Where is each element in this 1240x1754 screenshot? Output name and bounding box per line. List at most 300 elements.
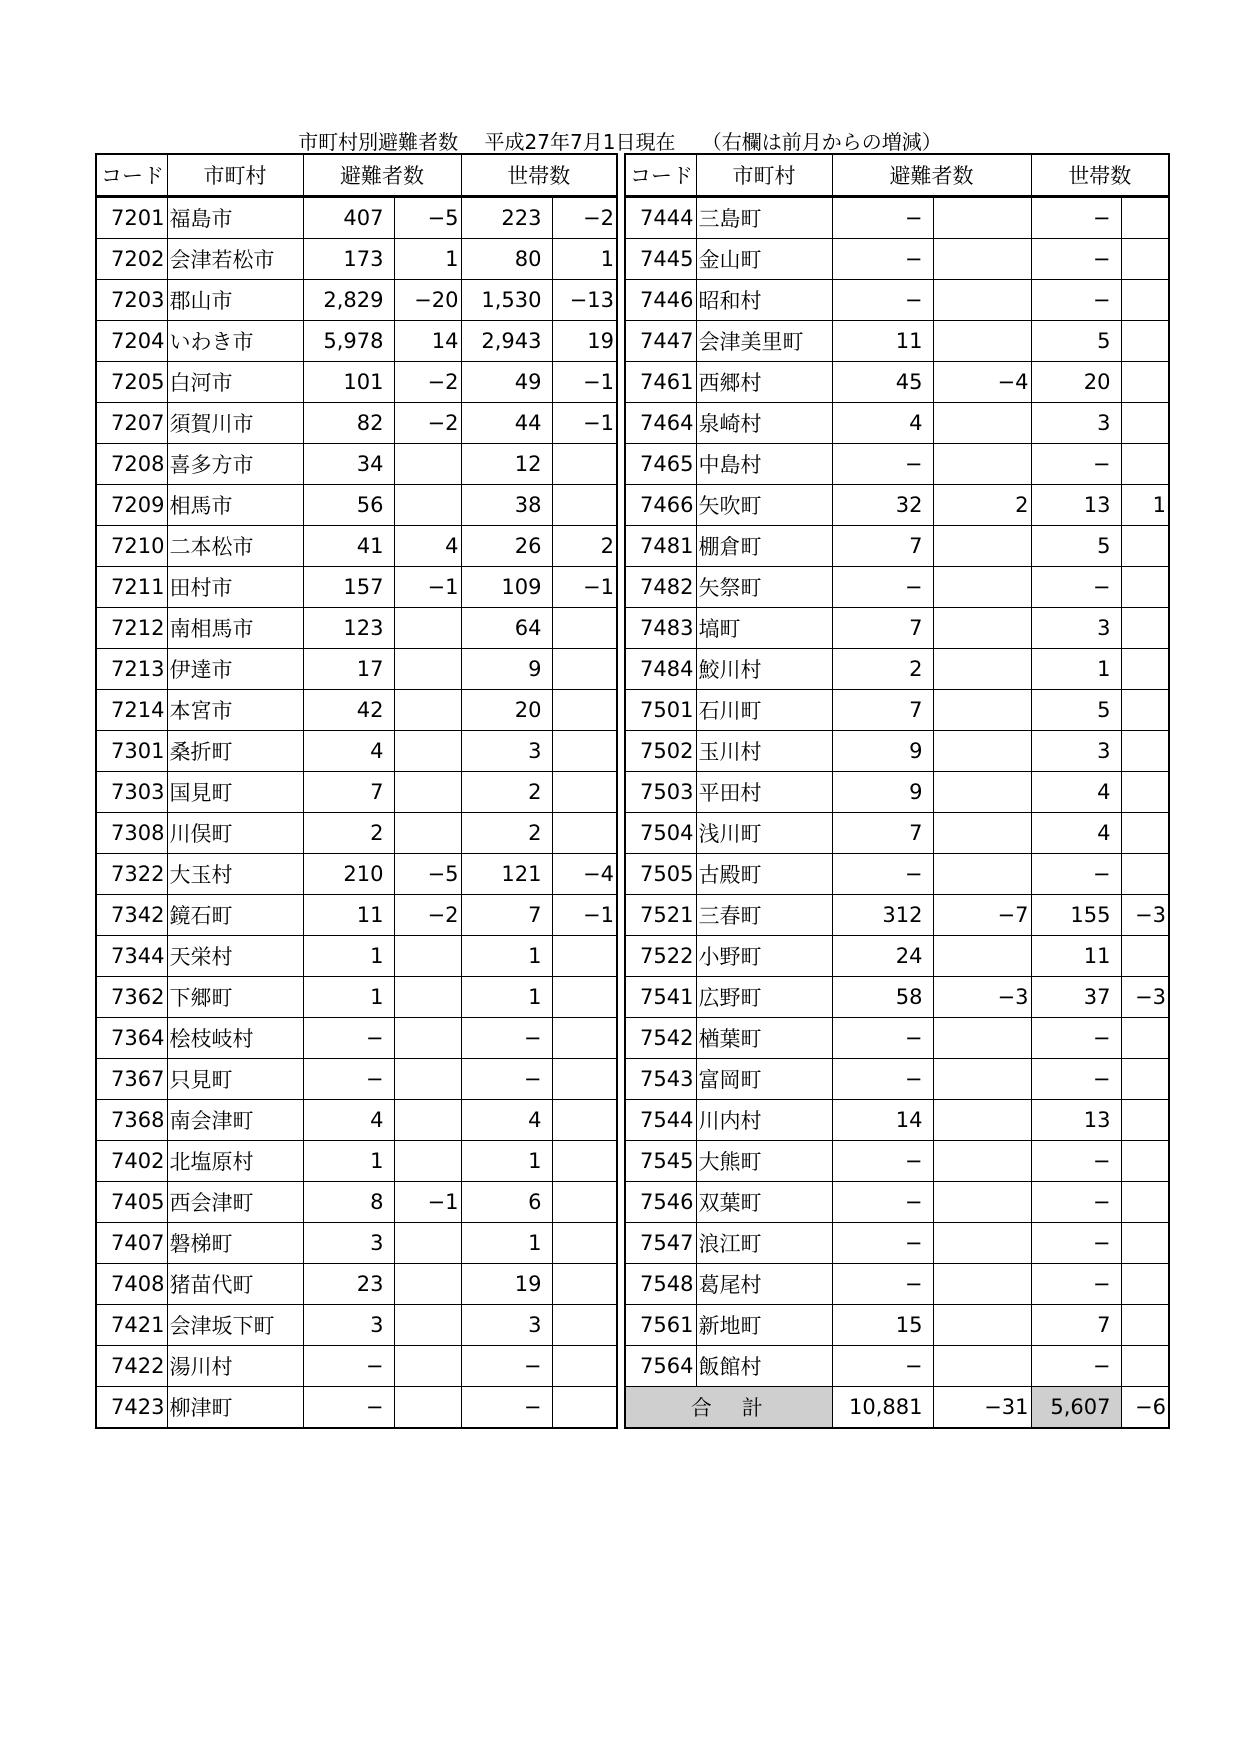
household-change [1121,690,1169,731]
evacuee-change [394,444,461,485]
household-change [1121,854,1169,895]
household-change [552,1182,617,1223]
table-row [96,403,617,444]
household-count: 13 [1031,1100,1121,1141]
municipality-name: 矢吹町 [696,485,832,526]
household-change: −3 [1121,977,1169,1018]
municipality-code: 7542 [625,1018,696,1059]
municipality-code: 7209 [96,485,167,526]
municipality-code: 7210 [96,526,167,567]
municipality-code: 7446 [625,280,696,321]
household-count: 38 [461,485,552,526]
evacuee-change: −2 [394,403,461,444]
table-row [96,1346,617,1387]
municipality-code: 7205 [96,362,167,403]
municipality-code: 7505 [625,854,696,895]
household-count: 5 [1031,690,1121,731]
table-row [96,1305,617,1346]
household-count: 20 [461,690,552,731]
evacuee-change: −2 [394,895,461,936]
evacuee-change [933,444,1031,485]
household-change [552,1223,617,1264]
municipality-code: 7407 [96,1223,167,1264]
household-count: 3 [1031,731,1121,772]
table-row [96,977,617,1018]
household-change: −1 [552,567,617,608]
evacuee-count: − [832,239,933,280]
table-row [625,1059,1169,1100]
household-count: 44 [461,403,552,444]
municipality-name: 古殿町 [696,854,832,895]
household-count: − [461,1387,552,1429]
evacuee-change [933,1182,1031,1223]
evacuee-change [394,772,461,813]
evacuee-change: −2 [394,362,461,403]
household-change [1121,1305,1169,1346]
evacuee-change [394,1305,461,1346]
household-change [1121,772,1169,813]
evacuee-change [394,1059,461,1100]
municipality-name: 中島村 [696,444,832,485]
household-count: 121 [461,854,552,895]
evacuee-change [933,567,1031,608]
evacuee-count: 17 [303,649,394,690]
household-change: −2 [552,197,617,239]
household-change: −13 [552,280,617,321]
evacuee-change: 4 [394,526,461,567]
table-row [625,690,1169,731]
evacuee-count: − [303,1059,394,1100]
municipality-name: 相馬市 [167,485,303,526]
municipality-code: 7207 [96,403,167,444]
household-count: − [1031,1018,1121,1059]
right-table-body [625,197,1169,1387]
table-row [625,1141,1169,1182]
household-count: 1 [461,936,552,977]
household-count: − [1031,1141,1121,1182]
table-row [625,280,1169,321]
household-count: 1,530 [461,280,552,321]
header-evacuees: 避難者数 [832,154,1031,197]
evacuee-count: 8 [303,1182,394,1223]
household-change [552,1346,617,1387]
municipality-name: 三島町 [696,197,832,239]
municipality-code: 7405 [96,1182,167,1223]
table-row [625,197,1169,239]
evacuee-change [933,690,1031,731]
municipality-code: 7546 [625,1182,696,1223]
municipality-code: 7445 [625,239,696,280]
total-households: 5,607 [1031,1387,1121,1429]
municipality-name: 浪江町 [696,1223,832,1264]
household-change [1121,444,1169,485]
municipality-name: 泉崎村 [696,403,832,444]
table-row [96,1223,617,1264]
evacuee-count: 11 [832,321,933,362]
table-row [625,772,1169,813]
municipality-name: 猪苗代町 [167,1264,303,1305]
table-row [96,731,617,772]
household-count: 7 [1031,1305,1121,1346]
household-count: 3 [461,1305,552,1346]
evacuee-change [933,1100,1031,1141]
municipality-code: 7482 [625,567,696,608]
household-change [552,690,617,731]
table-row [96,1264,617,1305]
household-change [552,731,617,772]
evacuee-change [933,854,1031,895]
household-count: 3 [1031,403,1121,444]
municipality-code: 7504 [625,813,696,854]
municipality-code: 7466 [625,485,696,526]
evacuee-count: 4 [303,1100,394,1141]
header-households: 世帯数 [1031,154,1169,197]
municipality-name: 鮫川村 [696,649,832,690]
household-count: 19 [461,1264,552,1305]
evacuee-change [933,526,1031,567]
household-count: − [461,1346,552,1387]
household-change [552,1018,617,1059]
household-count: 26 [461,526,552,567]
household-count: 1 [461,1223,552,1264]
household-change [1121,731,1169,772]
table-row [96,608,617,649]
household-change [1121,403,1169,444]
evacuee-count: 101 [303,362,394,403]
municipality-code: 7561 [625,1305,696,1346]
household-count: 80 [461,239,552,280]
household-change [1121,813,1169,854]
table-row [96,1018,617,1059]
household-change [1121,1141,1169,1182]
municipality-code: 7503 [625,772,696,813]
table-row [625,813,1169,854]
table-row [96,321,617,362]
municipality-name: 矢祭町 [696,567,832,608]
evacuee-change: 14 [394,321,461,362]
municipality-name: 伊達市 [167,649,303,690]
table-row [625,1223,1169,1264]
evacuee-count: 7 [832,813,933,854]
household-count: 13 [1031,485,1121,526]
household-count: 20 [1031,362,1121,403]
table-row [625,936,1169,977]
household-change [1121,321,1169,362]
header-evacuees: 避難者数 [303,154,461,197]
municipality-name: 楢葉町 [696,1018,832,1059]
municipality-code: 7464 [625,403,696,444]
household-count: − [1031,854,1121,895]
evacuee-count: 2,829 [303,280,394,321]
municipality-name: 北塩原村 [167,1141,303,1182]
household-count: 2 [461,813,552,854]
table-row [625,1018,1169,1059]
evacuee-change: −5 [394,197,461,239]
evacuee-change [933,1141,1031,1182]
municipality-code: 7362 [96,977,167,1018]
evacuee-count: − [303,1018,394,1059]
table-row [625,1346,1169,1387]
evacuee-count: 32 [832,485,933,526]
municipality-name: 南相馬市 [167,608,303,649]
evacuee-count: − [832,1141,933,1182]
household-change: −1 [552,895,617,936]
municipality-name: 会津美里町 [696,321,832,362]
evacuee-count: 9 [832,772,933,813]
evacuee-count: 3 [303,1223,394,1264]
table-row [625,444,1169,485]
evacuee-tables [95,153,1166,1420]
municipality-code: 7344 [96,936,167,977]
total-row [625,1387,1169,1429]
municipality-code: 7461 [625,362,696,403]
household-change [1121,649,1169,690]
municipality-name: 大玉村 [167,854,303,895]
table-row [625,239,1169,280]
municipality-code: 7543 [625,1059,696,1100]
municipality-name: 三春町 [696,895,832,936]
table-row [96,362,617,403]
evacuee-count: − [832,444,933,485]
household-change [552,608,617,649]
table-row [96,1141,617,1182]
household-count: 155 [1031,895,1121,936]
household-change: 19 [552,321,617,362]
left-table-body [96,197,617,1429]
household-change [1121,1346,1169,1387]
household-count: − [1031,239,1121,280]
evacuee-count: − [832,1223,933,1264]
evacuee-count: 41 [303,526,394,567]
municipality-code: 7465 [625,444,696,485]
evacuee-change: 1 [394,239,461,280]
municipality-name: 郡山市 [167,280,303,321]
evacuee-change [933,772,1031,813]
table-row [625,1182,1169,1223]
evacuee-change [394,649,461,690]
evacuee-change [933,1264,1031,1305]
municipality-code: 7342 [96,895,167,936]
evacuee-count: − [832,1182,933,1223]
municipality-name: 富岡町 [696,1059,832,1100]
municipality-code: 7308 [96,813,167,854]
evacuee-count: 34 [303,444,394,485]
municipality-name: 鏡石町 [167,895,303,936]
household-count: 7 [461,895,552,936]
household-change: 1 [1121,485,1169,526]
municipality-name: 川内村 [696,1100,832,1141]
household-count: − [1031,1182,1121,1223]
household-count: 1 [1031,649,1121,690]
evacuee-count: 42 [303,690,394,731]
municipality-name: 広野町 [696,977,832,1018]
municipality-code: 7447 [625,321,696,362]
household-change [1121,1018,1169,1059]
evacuee-count: − [832,197,933,239]
municipality-code: 7201 [96,197,167,239]
evacuee-change [933,731,1031,772]
evacuee-change: −7 [933,895,1031,936]
evacuee-count: 11 [303,895,394,936]
evacuee-change [394,690,461,731]
table-row [96,813,617,854]
household-change [1121,1100,1169,1141]
evacuee-count: 7 [832,608,933,649]
table-row [625,403,1169,444]
table-row [625,608,1169,649]
evacuee-count: 58 [832,977,933,1018]
table-row [625,854,1169,895]
municipality-name: 新地町 [696,1305,832,1346]
municipality-name: 南会津町 [167,1100,303,1141]
household-change [552,485,617,526]
evacuee-change [394,1100,461,1141]
municipality-code: 7423 [96,1387,167,1429]
household-count: − [1031,444,1121,485]
municipality-name: 会津坂下町 [167,1305,303,1346]
household-change: −4 [552,854,617,895]
table-row [96,854,617,895]
household-count: 2 [461,772,552,813]
municipality-name: 昭和村 [696,280,832,321]
household-change [552,1264,617,1305]
evacuee-change: −20 [394,280,461,321]
household-change [552,936,617,977]
municipality-name: 葛尾村 [696,1264,832,1305]
household-count: 37 [1031,977,1121,1018]
right-header-row [625,154,1169,197]
household-change [552,444,617,485]
municipality-code: 7367 [96,1059,167,1100]
municipality-code: 7422 [96,1346,167,1387]
evacuee-count: 56 [303,485,394,526]
household-count: 1 [461,1141,552,1182]
table-row [96,239,617,280]
municipality-name: 平田村 [696,772,832,813]
household-change [552,649,617,690]
table-row [96,772,617,813]
household-count: − [1031,1059,1121,1100]
municipality-name: 田村市 [167,567,303,608]
evacuee-count: − [832,854,933,895]
evacuee-change [394,1346,461,1387]
evacuee-count: − [832,280,933,321]
municipality-code: 7564 [625,1346,696,1387]
household-count: − [1031,567,1121,608]
evacuee-change: 2 [933,485,1031,526]
evacuee-count: 3 [303,1305,394,1346]
household-change [552,977,617,1018]
evacuee-count: 210 [303,854,394,895]
table-row [96,197,617,239]
municipality-name: 柳津町 [167,1387,303,1429]
evacuee-change [933,1305,1031,1346]
evacuee-count: 2 [303,813,394,854]
municipality-code: 7402 [96,1141,167,1182]
evacuee-change [933,936,1031,977]
household-change [1121,1223,1169,1264]
evacuee-count: 45 [832,362,933,403]
header-municipality: 市町村 [167,154,303,197]
table-row [96,485,617,526]
header-code: コード [96,154,167,197]
municipality-name: 西郷村 [696,362,832,403]
evacuee-count: − [832,1018,933,1059]
household-change [552,1100,617,1141]
table-row [625,567,1169,608]
municipality-name: いわき市 [167,321,303,362]
household-count: 64 [461,608,552,649]
evacuee-change [933,608,1031,649]
municipality-name: 塙町 [696,608,832,649]
table-row [96,567,617,608]
table-row [625,1264,1169,1305]
household-change: −3 [1121,895,1169,936]
household-count: 12 [461,444,552,485]
evacuee-change [933,403,1031,444]
evacuee-count: 7 [832,526,933,567]
household-change [1121,936,1169,977]
household-count: 6 [461,1182,552,1223]
municipality-code: 7481 [625,526,696,567]
table-row [625,895,1169,936]
evacuee-count: 7 [832,690,933,731]
household-count: − [461,1018,552,1059]
table-row [96,895,617,936]
household-count: 3 [1031,608,1121,649]
municipality-code: 7501 [625,690,696,731]
evacuee-count: 1 [303,936,394,977]
evacuee-change: −1 [394,567,461,608]
municipality-name: 飯館村 [696,1346,832,1387]
municipality-code: 7212 [96,608,167,649]
household-change [1121,567,1169,608]
municipality-name: 白河市 [167,362,303,403]
evacuee-count: 23 [303,1264,394,1305]
evacuee-change [933,239,1031,280]
evacuee-change [933,1223,1031,1264]
evacuee-change [933,197,1031,239]
household-change [1121,280,1169,321]
municipality-code: 7541 [625,977,696,1018]
table-row [96,1387,617,1429]
evacuee-count: − [832,1346,933,1387]
table-row [96,649,617,690]
municipality-name: 福島市 [167,197,303,239]
household-count: 3 [461,731,552,772]
household-count: 4 [461,1100,552,1141]
table-row [625,526,1169,567]
total-label: 合計 [625,1387,832,1429]
household-change [1121,197,1169,239]
table-row [625,649,1169,690]
municipality-name: 小野町 [696,936,832,977]
evacuee-change [394,608,461,649]
evacuee-count: 5,978 [303,321,394,362]
municipality-name: 西会津町 [167,1182,303,1223]
evacuee-count: 7 [303,772,394,813]
municipality-code: 7545 [625,1141,696,1182]
evacuee-count: 2 [832,649,933,690]
household-count: − [461,1059,552,1100]
evacuee-change [394,731,461,772]
household-change [552,813,617,854]
evacuee-count: 15 [832,1305,933,1346]
municipality-name: 双葉町 [696,1182,832,1223]
municipality-code: 7408 [96,1264,167,1305]
evacuee-change [933,649,1031,690]
household-count: 223 [461,197,552,239]
